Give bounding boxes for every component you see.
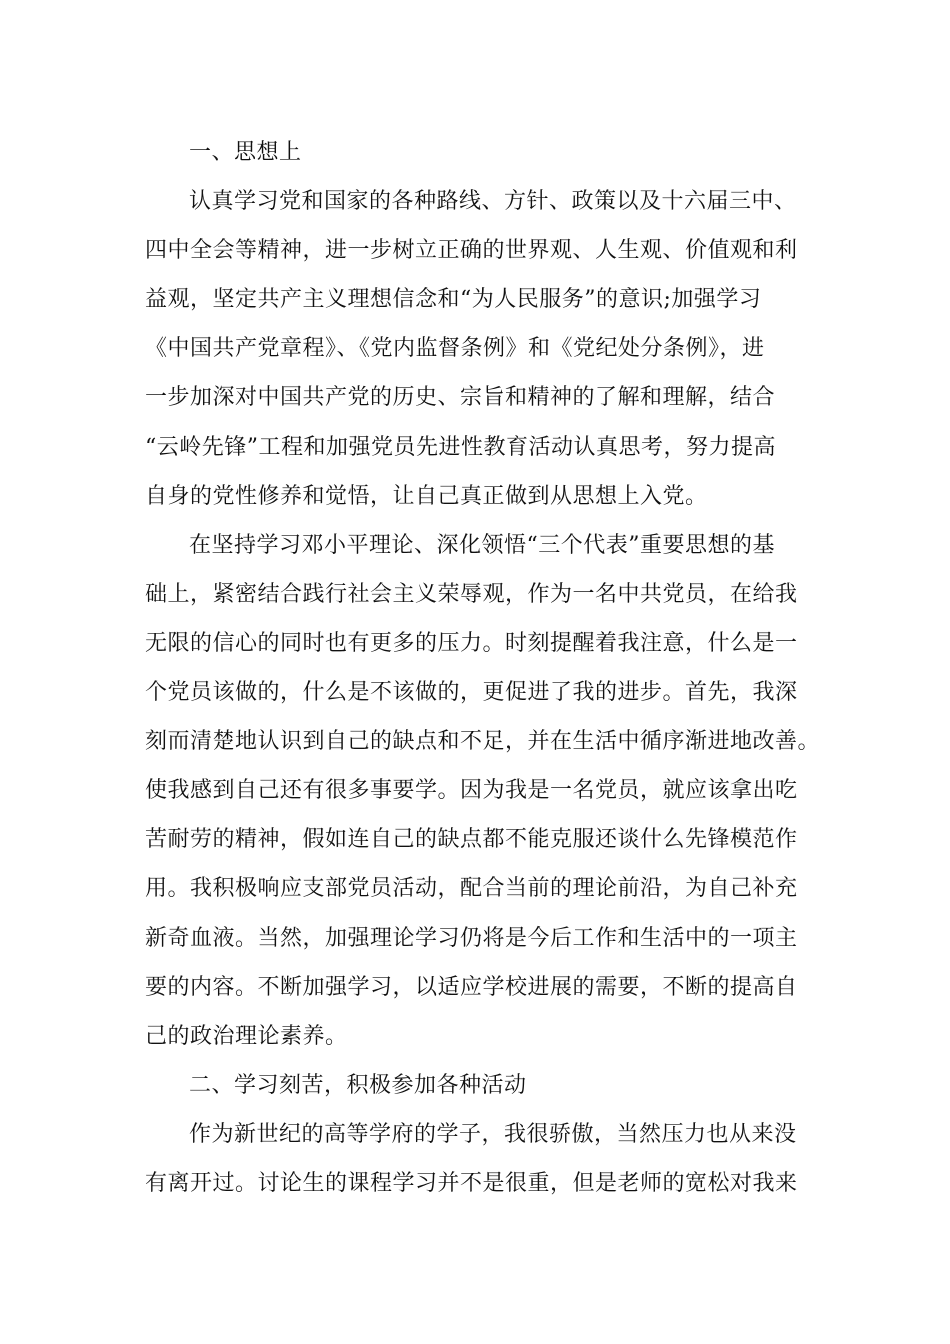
- paragraph-line: 刻而清楚地认识到自己的缺点和不足，并在生活中循序渐进地改善。: [145, 729, 821, 755]
- paragraph-line: 用。我积极响应支部党员活动，配合当前的理论前沿，为自己补充: [145, 876, 798, 902]
- paragraph-line: 自身的党性修养和觉悟，让自己真正做到从思想上入党。: [145, 483, 708, 509]
- paragraph-line: 要的内容。不断加强学习，以适应学校进展的需要，不断的提高自: [145, 974, 798, 1000]
- paragraph-line: 在坚持学习邓小平理论、深化领悟“三个代表”重要思想的基: [189, 532, 775, 558]
- paragraph-line: 苦耐劳的精神，假如连自己的缺点都不能克服还谈什么先锋模范作: [145, 827, 798, 853]
- paragraph-line: 个党员该做的，什么是不该做的，更促进了我的进步。首先，我深: [145, 680, 798, 706]
- paragraph-line: 四中全会等精神，进一步树立正确的世界观、人生观、价值观和利: [145, 238, 798, 264]
- section-heading: 二、学习刻苦，积极参加各种活动: [189, 1072, 527, 1098]
- paragraph-line: “云岭先锋”工程和加强党员先进性教育活动认真思考，努力提高: [145, 434, 776, 460]
- paragraph-line: 一步加深对中国共产党的历史、宗旨和精神的了解和理解，结合: [145, 385, 776, 411]
- paragraph-line: 使我感到自己还有很多事要学。因为我是一名党员，就应该拿出吃: [145, 778, 798, 804]
- paragraph-line: 无限的信心的同时也有更多的压力。时刻提醒着我注意，什么是一: [145, 630, 798, 656]
- document-body: [145, 128, 821, 1208]
- paragraph-line: 作为新世纪的高等学府的学子，我很骄傲，当然压力也从来没: [189, 1121, 797, 1147]
- paragraph-line: 认真学习党和国家的各种路线、方针、政策以及十六届三中、: [189, 189, 797, 215]
- paragraph-line: 础上，紧密结合践行社会主义荣辱观，作为一名中共党员，在给我: [145, 581, 798, 607]
- section-heading: 一、思想上: [189, 140, 302, 165]
- paragraph-line: 《中国共产党章程》、《党内监督条例》和《党纪处分条例》，进: [145, 336, 765, 362]
- paragraph-line: 有离开过。讨论生的课程学习并不是很重，但是老师的宽松对我来: [145, 1170, 798, 1196]
- paragraph-line: 益观，坚定共产主义理想信念和“为人民服务”的意识;加强学习: [145, 287, 762, 313]
- paragraph-line: 己的政治理论素养。: [145, 1023, 348, 1049]
- paragraph-line: 新奇血液。当然，加强理论学习仍将是今后工作和生活中的一项主: [145, 925, 798, 951]
